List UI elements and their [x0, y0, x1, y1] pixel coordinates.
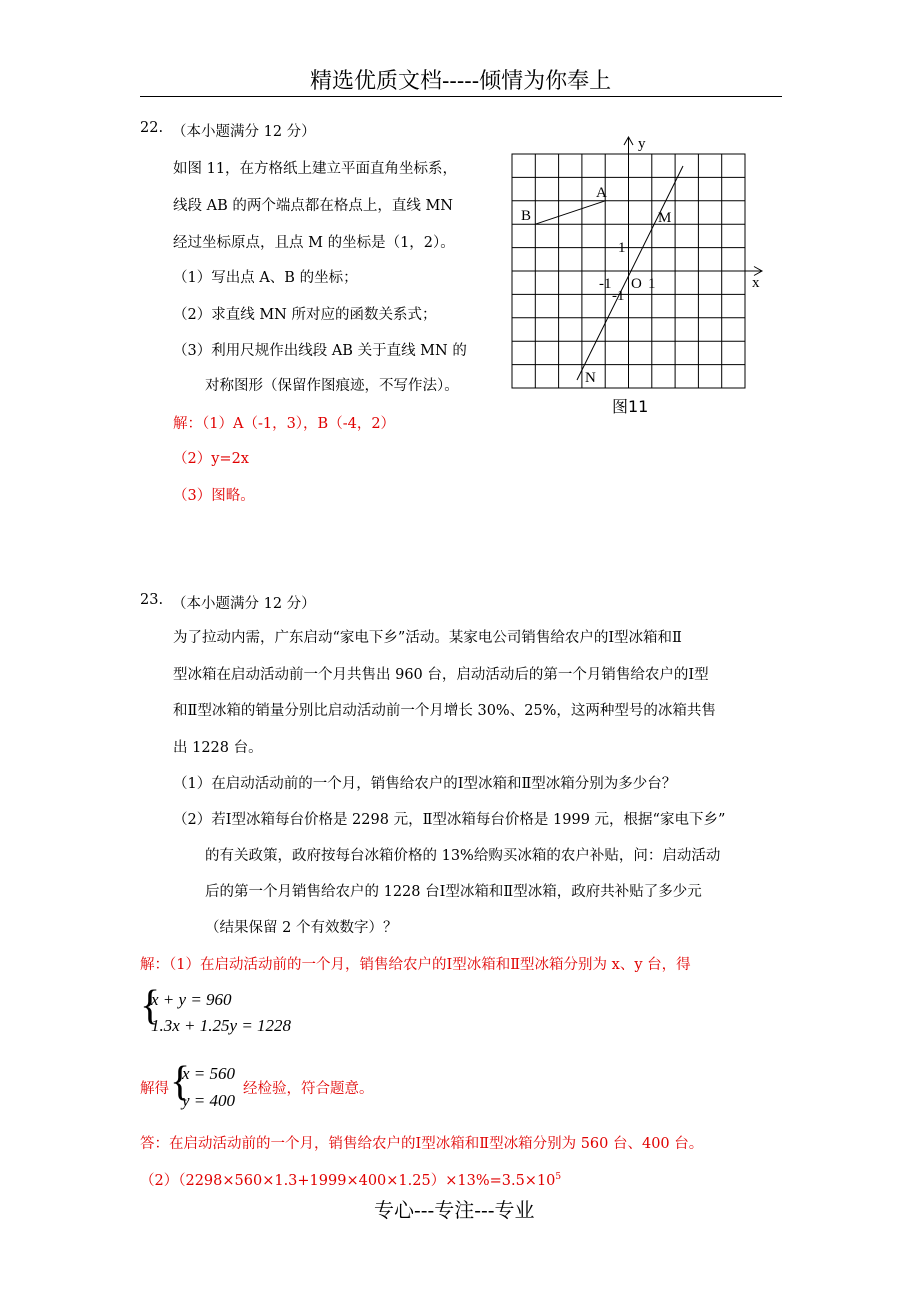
label-y-one: 1	[618, 240, 626, 256]
q23-part-2-calc	[140, 1169, 561, 1190]
q23-answer: 答：在启动活动前的一个月，销售给农户的Ⅰ型冰箱和Ⅱ型冰箱分别为 560 台、400 台。	[140, 1136, 704, 1152]
label-x-one: 1	[648, 276, 656, 292]
q23-part-2-line-3: 后的第一个月销售给农户的 1228 台Ⅰ型冰箱和Ⅱ型冰箱，政府共补贴了多少元	[205, 884, 702, 900]
system-brace-2: {	[170, 1059, 191, 1105]
q23-part-2-line-4: （结果保留 2 个有效数字）？	[205, 920, 398, 936]
q23-part-2-line-2: 的有关政策，政府按每台冰箱价格的 13%给购买冰箱的农户补贴，问：启动活动	[205, 848, 721, 864]
q22-line-3: 经过坐标原点，且点 M 的坐标是（1，2）。	[173, 235, 455, 251]
q23-part-2-line-1: （2）若Ⅰ型冰箱每台价格是 2298 元，Ⅱ型冰箱每台价格是 1999 元，根据“家电下乡”	[173, 812, 726, 828]
page-header: 精选优质文档-----倾情为你奉上	[310, 69, 612, 94]
label-x: x	[752, 275, 760, 291]
q23-score: （本小题满分 12 分）	[172, 596, 316, 612]
q23-solution-intro: 解：（1）在启动活动前的一个月，销售给农户的Ⅰ型冰箱和Ⅱ型冰箱分别为 x、y 台，得	[140, 957, 691, 973]
q22-part-3-cont: 对称图形（保留作图痕迹，不写作法）。	[205, 378, 459, 394]
header-rule	[140, 96, 782, 97]
label-x-neg-one: -1	[599, 276, 612, 292]
equation-1: x + y = 960	[151, 990, 232, 1009]
equation-2: 1.3x + 1.25y = 1228	[151, 1016, 292, 1035]
result-y: y = 400	[182, 1091, 236, 1110]
q22-part-3: （3）利用尺规作出线段 AB 关于直线 MN 的	[173, 343, 467, 359]
label-origin: O	[631, 276, 642, 292]
system-brace-1: {	[140, 983, 161, 1029]
label-a: A	[596, 185, 607, 201]
q22-line-2: 线段 AB 的两个端点都在格点上，直线 MN	[173, 198, 453, 214]
q23-number: 23.	[140, 592, 164, 608]
figure-11-grid	[500, 130, 780, 420]
q23-line-4: 出 1228 台。	[173, 740, 263, 756]
q23-line-2: 型冰箱在启动活动前一个月共售出 960 台，启动活动后的第一个月销售给农户的Ⅰ型	[173, 667, 709, 683]
q22-answer-2: （2）y=2x	[173, 451, 249, 467]
q22-part-1: （1）写出点 A、B 的坐标；	[173, 270, 358, 286]
figure-caption: 图11	[612, 397, 649, 416]
q23-line-1: 为了拉动内需，广东启动“家电下乡”活动。某家电公司销售给农户的Ⅰ型冰箱和Ⅱ	[173, 630, 682, 646]
line-mn	[577, 166, 683, 380]
q22-part-2: （2）求直线 MN 所对应的函数关系式；	[173, 307, 437, 323]
q23-line-3: 和Ⅱ型冰箱的销量分别比启动活动前一个月增长 30%、25%，这两种型号的冰箱共售	[173, 703, 716, 719]
label-y: y	[638, 136, 646, 152]
q23-part-1: （1）在启动活动前的一个月，销售给农户的Ⅰ型冰箱和Ⅱ型冰箱分别为多少台？	[173, 776, 677, 792]
result-x: x = 560	[182, 1064, 236, 1083]
q22-answer-3: （3）图略。	[173, 488, 255, 504]
q22-score: （本小题满分 12 分）	[172, 124, 316, 140]
label-m: M	[658, 210, 672, 226]
page-footer: 专心---专注---专业	[374, 1198, 535, 1222]
part-2-calc-exponent: 5	[555, 1172, 562, 1183]
q22-answer-1: 解：（1）A（-1，3），B（-4，2）	[173, 416, 396, 432]
q22-number: 22.	[140, 120, 164, 136]
check-text: 经检验，符合题意。	[243, 1081, 374, 1097]
solve-label: 解得	[140, 1081, 169, 1097]
q22-line-1: 如图 11，在方格纸上建立平面直角坐标系，	[173, 161, 458, 177]
part-2-calc-text: （2）（2298×560×1.3+1999×400×1.25）×13%=3.5×10	[140, 1173, 556, 1189]
label-y-neg-one: -1	[612, 288, 625, 304]
label-b: B	[521, 208, 532, 224]
segment-ab	[535, 201, 605, 224]
label-n: N	[585, 370, 596, 386]
